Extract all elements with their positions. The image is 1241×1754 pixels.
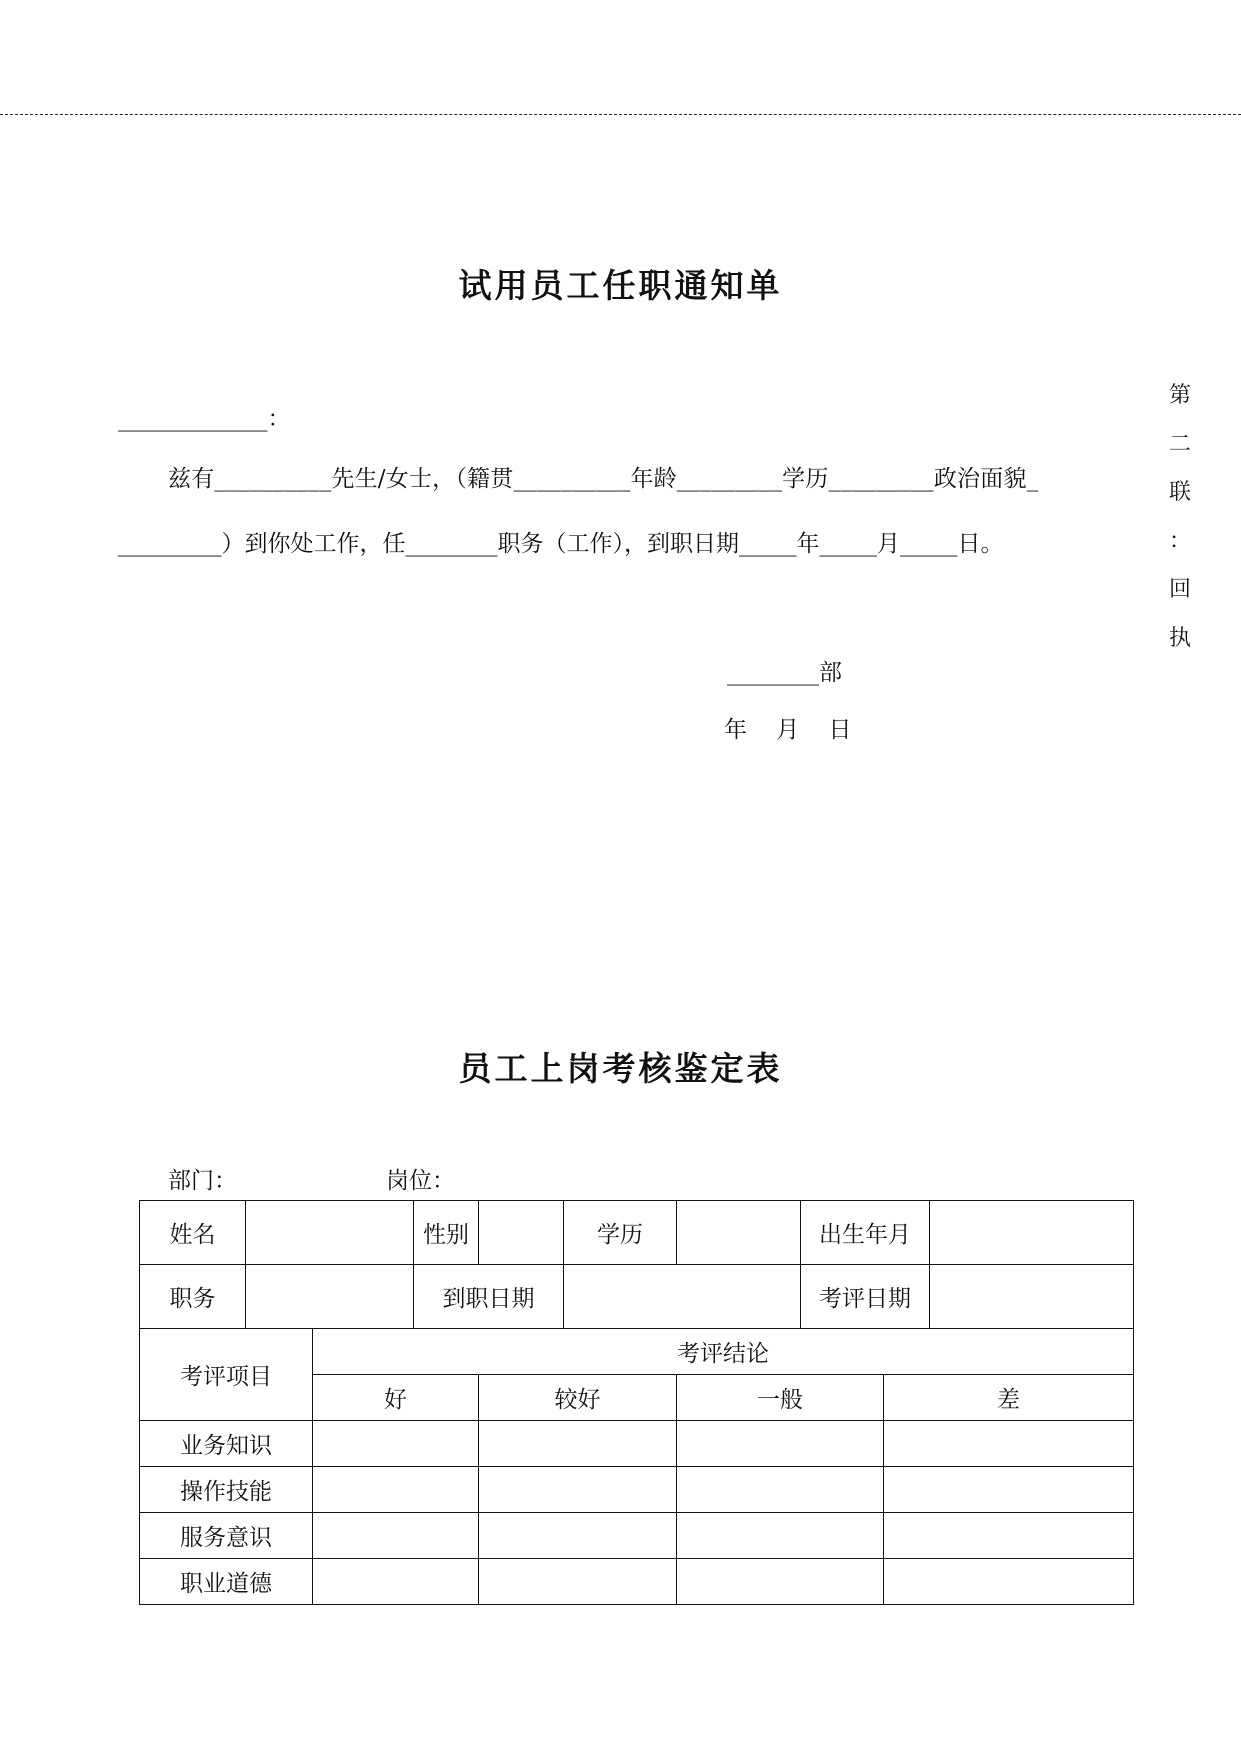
birth-label: 出生年月 — [801, 1201, 930, 1265]
position-title-label: 职务 — [140, 1265, 246, 1329]
table-row — [140, 1421, 1134, 1467]
copy-label-char: 第 — [1168, 383, 1191, 408]
item-label: 操作技能 — [140, 1467, 313, 1513]
grade-poor: 差 — [884, 1375, 1134, 1421]
education-label: 学历 — [564, 1201, 677, 1265]
gender-label: 性别 — [414, 1201, 479, 1265]
conclusion-header-row — [140, 1329, 1134, 1375]
grade-cell[interactable] — [479, 1467, 677, 1513]
notice-date: 年 月 日 — [724, 717, 852, 743]
grade-cell[interactable] — [884, 1559, 1134, 1605]
grade-cell[interactable] — [479, 1421, 677, 1467]
birth-field[interactable] — [930, 1201, 1134, 1265]
copy-label-char: 联 — [1168, 480, 1191, 505]
evaluation-table — [139, 1200, 1134, 1605]
copy-label-char: 二 — [1168, 431, 1191, 457]
name-label: 姓名 — [140, 1201, 246, 1265]
conclusion-header: 考评结论 — [313, 1329, 1134, 1375]
body-line-2: _________）到你处工作，任________职务（工作），到职日期_____年_____月_____日。 — [118, 531, 1004, 557]
grade-cell[interactable] — [884, 1421, 1134, 1467]
body-line-1: 兹有__________先生/女士，（籍贯__________年龄_________学历_________政治面貌_ — [168, 466, 1039, 492]
copy-label-char: ： — [1168, 528, 1191, 554]
evaluation-title: 员工上岗考核鉴定表 — [458, 1049, 783, 1088]
item-label: 服务意识 — [140, 1513, 313, 1559]
copy-label — [1168, 372, 1192, 663]
addressee-line: _____________： — [118, 406, 291, 432]
grade-cell[interactable] — [313, 1513, 479, 1559]
item-label: 业务知识 — [140, 1421, 313, 1467]
table-row — [140, 1467, 1134, 1513]
position-label: 岗位： — [386, 1168, 455, 1194]
grade-cell[interactable] — [313, 1467, 479, 1513]
department-line: ________部 — [727, 660, 842, 686]
grade-cell[interactable] — [479, 1559, 677, 1605]
grade-cell[interactable] — [313, 1559, 479, 1605]
items-header: 考评项目 — [140, 1329, 313, 1421]
education-field[interactable] — [677, 1201, 801, 1265]
gender-field[interactable] — [479, 1201, 564, 1265]
grade-cell[interactable] — [884, 1467, 1134, 1513]
grade-cell[interactable] — [677, 1421, 884, 1467]
notice-title: 试用员工任职通知单 — [458, 266, 783, 305]
grade-average: 一般 — [677, 1375, 884, 1421]
grade-good: 好 — [313, 1375, 479, 1421]
name-field[interactable] — [246, 1201, 414, 1265]
item-label: 职业道德 — [140, 1559, 313, 1605]
start-date-label: 到职日期 — [414, 1265, 564, 1329]
grade-cell[interactable] — [677, 1559, 884, 1605]
info-row-1 — [140, 1201, 1134, 1265]
table-row — [140, 1559, 1134, 1605]
grade-cell[interactable] — [313, 1421, 479, 1467]
copy-label-char: 执 — [1168, 625, 1191, 651]
grade-cell[interactable] — [884, 1513, 1134, 1559]
grade-fairly-good: 较好 — [479, 1375, 677, 1421]
department-label: 部门： — [168, 1168, 237, 1194]
info-row-2 — [140, 1265, 1134, 1329]
position-title-field[interactable] — [246, 1265, 414, 1329]
start-date-field[interactable] — [564, 1265, 801, 1329]
eval-date-label: 考评日期 — [801, 1265, 930, 1329]
grade-cell[interactable] — [677, 1467, 884, 1513]
table-row — [140, 1513, 1134, 1559]
grade-cell[interactable] — [479, 1513, 677, 1559]
copy-label-char: 回 — [1168, 577, 1191, 602]
grade-cell[interactable] — [677, 1513, 884, 1559]
cut-line — [0, 114, 1241, 115]
eval-date-field[interactable] — [930, 1265, 1134, 1329]
